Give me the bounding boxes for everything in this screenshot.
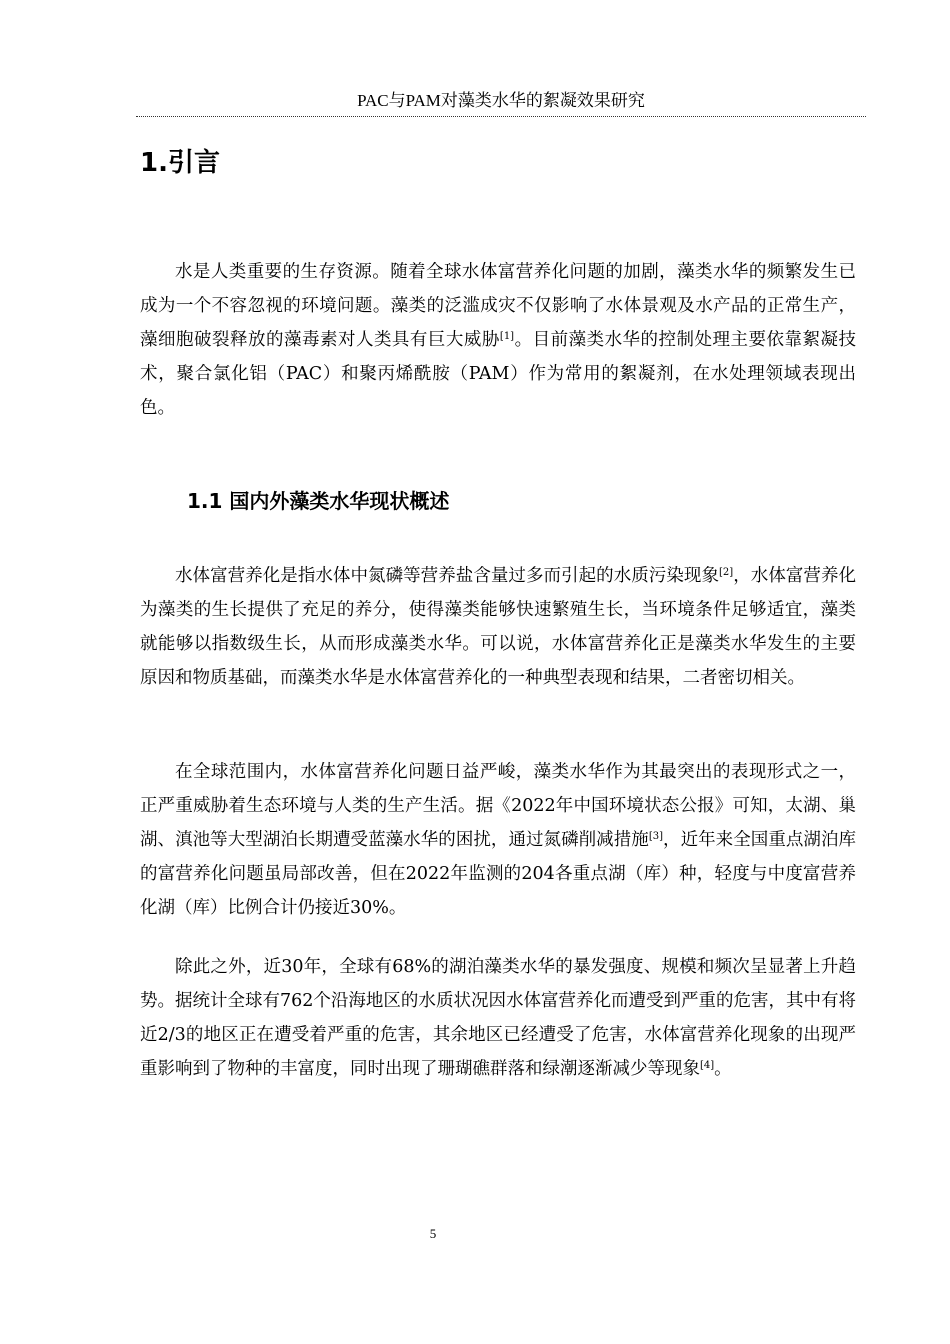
paragraph-eutrophication [140,559,856,695]
citation-ref: [3] [648,831,663,842]
paragraph-text: 水是人类重要的生存资源。随着全球水体富营养化问题的加剧，藻类水华的频繁发生已成为一个不容忽视的环境问题。藻类的泛滥成灾不仅影响了水体景观及水产品的正常生产，藻细胞破裂释放的藻毒素对人类具有巨大威胁 [140,262,856,350]
paragraph-text: ，近年来全国重点湖泊库的富营养化问题虽局部改善，但在2022年监测的204各重点湖（库）种，轻度与中度富营养化湖（库）比例合计仍接近30%。 [140,830,857,918]
paragraph-text: ，水体富营养化为藻类的生长提供了充足的养分，使得藻类能够快速繁殖生长，当环境条件足够适宜，藻类就能够以指数级生长，从而形成藻类水华。可以说，水体富营养化正是藻类水华发生的主要原因和物质基础，而藻类水华是水体富营养化的一种典型表现和结果，二者密切相关。 [140,566,857,688]
subsection-heading: 1.1 国内外藻类水华现状概述 [187,489,450,513]
paragraph-text: 。目前藻类水华的控制处理主要依靠絮凝技术，聚合氯化铝（PAC）和聚丙烯酰胺（PAM）作为常用的絮凝剂，在水处理领域表现出色。 [140,330,857,418]
paragraph-global-status [140,755,856,925]
paragraph-trends [140,950,856,1086]
paragraph-text: 水体富营养化是指水体中氮磷等营养盐含量过多而引起的水质污染现象 [175,566,719,586]
paragraph-text: 。 [714,1059,732,1079]
paragraph-intro [140,255,856,425]
section-heading: 1.引言 [140,148,220,178]
citation-ref: [2] [719,567,734,578]
header-divider [136,116,866,117]
citation-ref: [1] [499,331,515,342]
running-header: PAC与PAM对藻类水华的絮凝效果研究 [357,91,645,110]
citation-ref: [4] [700,1060,715,1071]
paragraph-text: 在全球范围内，水体富营养化问题日益严峻，藻类水华作为其最突出的表现形式之一，正严重威胁着生态环境与人类的生产生活。据《2022年中国环境状态公报》可知，太湖、巢湖、滇池等大型湖泊长期遭受蓝藻水华的困扰，通过氮磷削减措施 [140,762,856,850]
page-number: 5 [429,1226,437,1241]
paragraph-text: 除此之外，近30年，全球有68%的湖泊藻类水华的暴发强度、规模和频次呈显著上升趋势。据统计全球有762个沿海地区的水质状况因水体富营养化而遭受到严重的危害，其中有将近2/3的地区正在遭受着严重的危害，其余地区已经遭受了危害，水体富营养化现象的出现严重影响到了物种的丰富度，同时出现了珊瑚礁群落和绿潮逐渐减少等现象 [140,957,856,1079]
